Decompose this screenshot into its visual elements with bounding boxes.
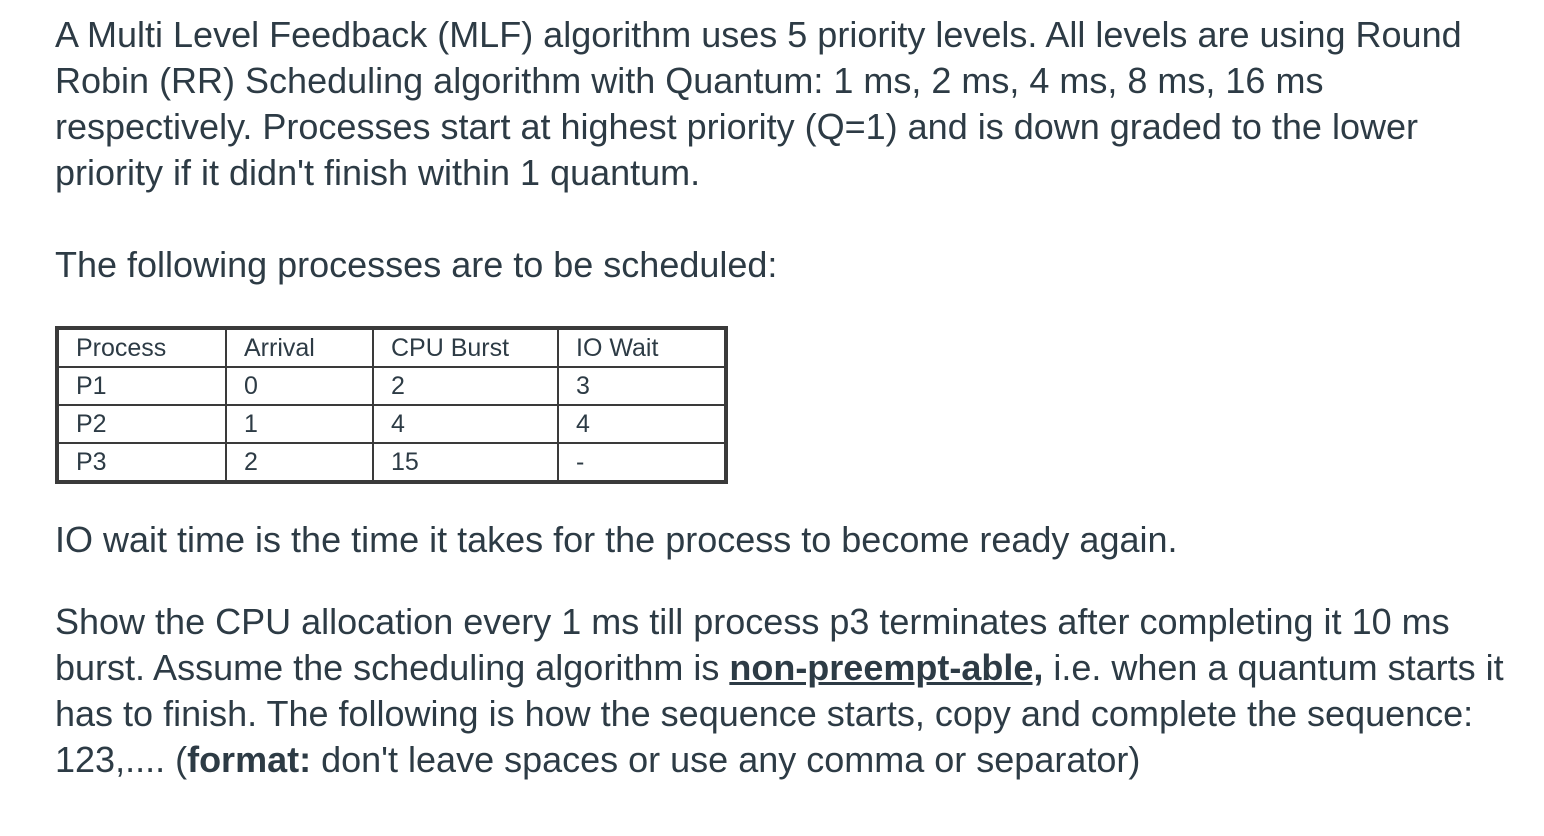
question-text-part1: Show the CPU allocation every 1 ms till process p3 terminates after completing it 10 ms burst. Assume the scheduling algorithm is xyxy=(55,601,1450,688)
header-arrival: Arrival xyxy=(226,330,373,367)
header-io-wait: IO Wait xyxy=(558,330,724,367)
cell-cpu-burst: 2 xyxy=(373,367,558,405)
format-label: format: xyxy=(187,739,312,780)
cell-process: P1 xyxy=(59,367,226,405)
header-cpu-burst: CPU Burst xyxy=(373,330,558,367)
process-table-frame xyxy=(55,326,728,484)
cell-arrival: 0 xyxy=(226,367,373,405)
cell-io-wait: 4 xyxy=(558,405,724,443)
question-body xyxy=(55,12,1525,783)
question-text-part2: i.e. when a quantum starts it has to finish. The following is how the sequence starts, copy and complete the sequence: 123,.... ( xyxy=(55,647,1504,780)
table-header-row xyxy=(59,330,724,367)
cell-process: P2 xyxy=(59,405,226,443)
non-preemptable-emphasis: non-preempt-able, xyxy=(729,647,1044,688)
question-paragraph xyxy=(55,599,1525,783)
io-wait-note: IO wait time is the time it takes for the process to become ready again. xyxy=(55,519,1178,560)
lead-sentence: The following processes are to be scheduled: xyxy=(55,244,778,285)
cell-io-wait: 3 xyxy=(558,367,724,405)
table-row xyxy=(59,443,724,480)
cell-arrival: 2 xyxy=(226,443,373,480)
cell-process: P3 xyxy=(59,443,226,480)
table-row xyxy=(59,367,724,405)
cell-io-wait: - xyxy=(576,447,585,476)
intro-paragraph: A Multi Level Feedback (MLF) algorithm uses 5 priority levels. All levels are using Round Robin (RR) Scheduling algorithm with Quantum: 1 ms, 2 ms, 4 ms, 8 ms, 16 ms respectively. Processes start at highest priority (Q=1) and is down graded to the lower priority if it didn't finish within 1 quantum. xyxy=(55,14,1462,193)
header-process: Process xyxy=(59,330,226,367)
table-row xyxy=(59,405,724,443)
question-text-part3: don't leave spaces or use any comma or separator) xyxy=(311,739,1141,780)
cell-cpu-burst: 4 xyxy=(373,405,558,443)
process-table xyxy=(59,330,724,480)
cell-cpu-burst: 15 xyxy=(373,443,558,480)
cell-arrival: 1 xyxy=(226,405,373,443)
